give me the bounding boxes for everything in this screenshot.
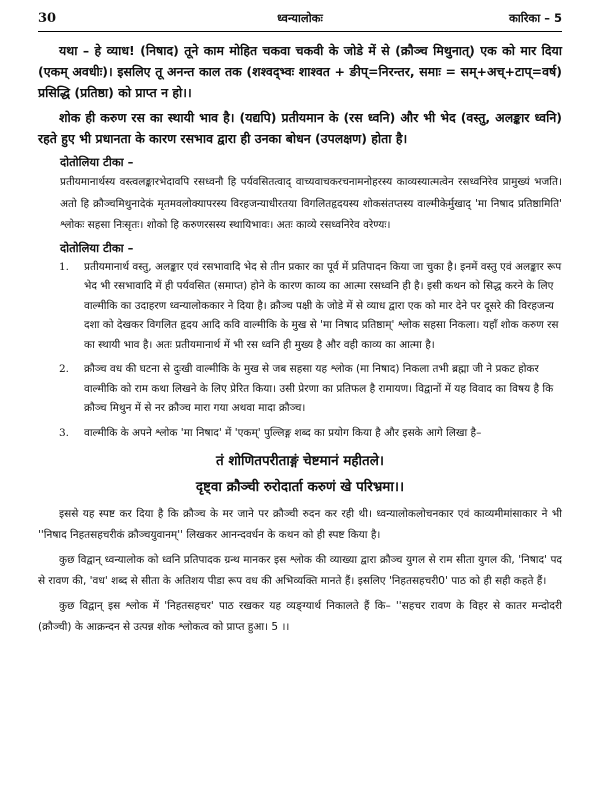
scholars-view-paragraph: कुछ विद्वान् ध्वन्यालोक को ध्वनि प्रतिपादक ग्रन्थ मानकर इस श्लोक की व्याख्या द्वारा क्रौञ्च युगल से राम सीता युगल की, 'निषाद' पद से रावण की, 'वध' शब्द से सीता के अतिशय पीडा रूप वध की अभिव्यक्ति मानते हैं। इसलिए 'निहतसहचरी0' पाठ को ही सही कहते हैं। xyxy=(38,554,562,587)
item-number: 1. xyxy=(59,260,70,273)
running-title: ध्वन्यालोकः xyxy=(277,11,323,25)
verse-line-2: दृष्ट्वा क्रौञ्ची रुरोदार्ता करुणं खे परिभ्रमा।। xyxy=(195,479,405,495)
item-number: 2. xyxy=(59,363,70,375)
hindi-translation-paragraph: यथा – हे व्याध! (निषाद) तूने काम मोहित चकवा चकवी के जोडे में से (क्रौञ्च मिथुनात्) एक को मार दिया (एकम् अवधीः)। इसलिए तू अनन्त काल तक (शश्वद्भ्वः शाश्वत + ङीप्=निरन्तर, समाः = सम्+अच्+टाप्=वर्ष) प्रसिद्धि (प्रतिष्ठा) को प्राप्त न हो।। xyxy=(38,43,562,100)
alternate-reading-paragraph: कुछ विद्वान् इस श्लोक में 'निहतसहचर' पाठ रखकर यह व्यङ्ग्यार्थ निकालते हैं कि– ''सहचर रावण के विहर से कातर मन्दोदरी (क्रौञ्ची) के आक्रन्दन से उत्पन्न शोक श्लोकत्व को प्राप्त हुआ। 5 ।। xyxy=(38,600,562,633)
commentary-heading-hindi: दोतोलिया टीका – xyxy=(60,240,134,255)
item-number: 3. xyxy=(59,426,70,439)
commentary-heading-sanskrit: दोतोलिया टीका – xyxy=(60,155,134,169)
page-header xyxy=(38,9,562,31)
page-content xyxy=(38,40,562,642)
sanskrit-commentary: प्रतीयमानार्थस्य वस्त्वलङ्कारभेदावपि रसध्वनौ हि पर्यवसितत्वाद् वाच्यवाचकरचनामनोहरस्य काव्यस्यात्मत्वेन रसध्वनिरेव प्रामुख्यं भजति। अतो हि क्रौञ्चमिथुनादेकं मृतमवलोक्यापरस्य विरहजन्याधीरतया विगलितहृदयस्य शोकसंतप्तस्य वाल्मीकेर्मुखाद् 'मा निषाद प्रतिष्ठामिति' श्लोकः सहसा निःसृतः। शोको हि करुणरसस्य स्थायिभावः। अतः काव्ये रसध्वनिरेव वरेण्यः। xyxy=(60,176,562,231)
karika-label: कारिका – 5 xyxy=(508,11,562,25)
hindi-summary-paragraph: शोक ही करुण रस का स्थायी भाव है। (यद्यपि) प्रतीयमान के (रस ध्वनि) और भी भेद (वस्तु, अलङ्कार ध्वनि) रहते हुए भी प्रधानता के कारण रसभाव द्वारा ही उनका बोधन (उपलक्षण) होता है। xyxy=(38,110,562,146)
item-text: वाल्मीकि के अपने श्लोक 'मा निषाद' में 'एकम्' पुल्लिङ्ग शब्द का प्रयोग किया है और इसके आगे लिखा है– xyxy=(84,426,482,439)
numbered-item xyxy=(38,360,562,419)
page-number: 30 xyxy=(38,11,57,26)
item-text: प्रतीयमानार्थ वस्तु, अलङ्कार एवं रसभावादि भेद से तीन प्रकार का पूर्व में प्रतिपादन किया जा चुका है। इनमें वस्तु एवं अलङ्कार रूप भेद भी रसभावादि में ही पर्यवसित (समाप्त) होने के कारण काव्य का आत्मा रसध्वनि ही है। इसी कथन को सिद्ध करने के लिए वाल्मीकि का उदाहरण ध्वन्यालोककार ने दिया है। क्रौञ्च पक्षी के जोडे में से व्याध द्वारा एक को मार देने पर दूसरे की विरहजन्य दशा को देखकर विगलित हृदय आदि कवि वाल्मीकि के मुख से 'मा निषाद प्रतिष्ठाम्' श्लोक सहसा निकला। यहाँ शोक करुण रस का स्थायी भाव है। अतः प्रतीयमानार्थ में भी रस ध्वनि ही मुख्य है और वही काव्य का आत्मा है। xyxy=(84,260,562,351)
explanation-paragraph: इससे यह स्पष्ट कर दिया है कि क्रौञ्च के मर जाने पर क्रौञ्ची रुदन कर रही थी। ध्वन्यालोकलोचनकार एवं काव्यमीमांसाकार ने भी ''निषाद निहतसहचरीकं क्रौञ्चयुवानम्'' लिखकर आनन्दवर्धन के कथन को ही स्पष्ट किया है। xyxy=(38,508,562,541)
numbered-item xyxy=(38,258,562,356)
item-text: क्रौञ्च वध की घटना से दुःखी वाल्मीकि के मुख से जब सहसा यह श्लोक (मा निषाद) निकला तभी ब्रह्मा जी ने प्रकट होकर वाल्मीकि को राम कथा लिखने के लिए प्रेरित किया। उसी प्रेरणा का प्रतिफल है रामायण। विद्वानों में यह विवाद का विषय है कि क्रौञ्च मिथुन में से नर क्रौञ्च मारा गया अथवा मादा क्रौञ्च। xyxy=(84,363,554,414)
verse-line-1: तं शोणितपरीताङ्गं चेष्टमानं महीतले। xyxy=(215,453,385,469)
numbered-item xyxy=(38,424,562,444)
header-rule xyxy=(38,31,562,32)
